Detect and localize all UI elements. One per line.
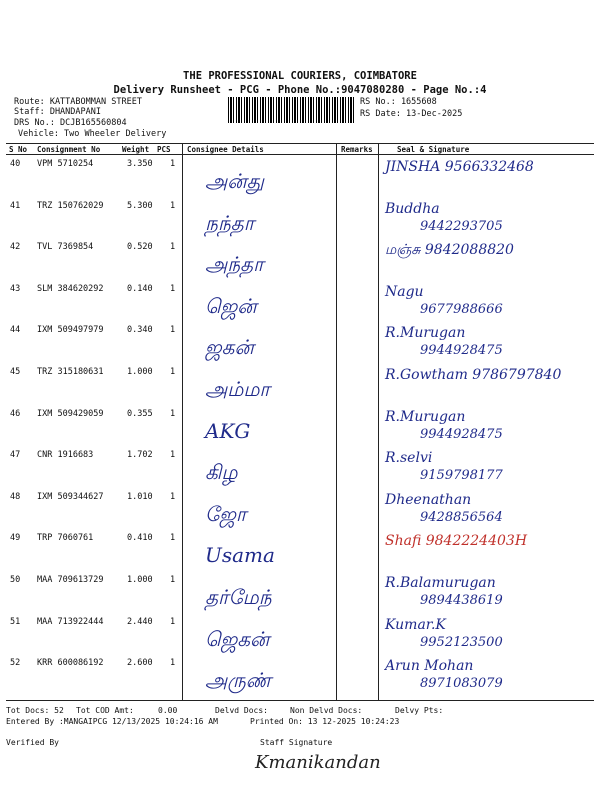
row-seal-signature: Arun Mohan — [385, 658, 474, 675]
row-seal-phone: 9944928475 — [420, 426, 503, 442]
staff-signature: Kmanikandan — [255, 752, 381, 773]
row-consignee-signature: தர்மேந் — [205, 585, 272, 609]
row-seal-phone: 9952123500 — [420, 634, 503, 650]
row-weight: 1.000 — [127, 367, 153, 377]
row-seal-phone: 9442293705 — [420, 218, 503, 234]
company-name: THE PROFESSIONAL COURIERS, COIMBATORE — [183, 70, 417, 82]
table-header-rule — [6, 154, 594, 155]
row-consignee-signature: Usama — [205, 543, 275, 568]
row-sno: 45 — [10, 367, 21, 377]
row-consignee-signature: கிழ — [205, 460, 238, 485]
table-row — [0, 323, 600, 365]
col-remarks: Remarks — [341, 145, 373, 154]
table-row — [0, 448, 600, 490]
row-sno: 43 — [10, 283, 21, 294]
col-consignee: Consignee Details — [187, 145, 264, 154]
row-weight: 0.340 — [127, 325, 153, 336]
col-weight: Weight — [122, 145, 150, 154]
row-pcs: 1 — [170, 325, 176, 336]
total-cod-value: 0.00 — [158, 706, 178, 715]
col-seal: Seal & Signature — [397, 145, 470, 154]
row-weight: 5.300 — [127, 200, 153, 211]
route: Route: KATTABOMMAN STREET — [14, 97, 142, 107]
row-consignment-no: CNR 1916683 — [37, 450, 94, 461]
row-pcs: 1 — [170, 408, 176, 419]
col-consignment: Consignment No — [37, 145, 101, 154]
row-consignment-no: IXM 509344627 — [37, 491, 104, 502]
row-weight: 1.702 — [127, 450, 153, 461]
row-seal-phone: 9677988666 — [420, 301, 503, 317]
row-weight: 2.440 — [127, 616, 153, 627]
row-sno: 47 — [10, 450, 21, 461]
row-consignment-no: SLM 384620292 — [37, 283, 104, 294]
table-row — [0, 199, 600, 241]
entered-by: Entered By :MANGAIPCG 12/13/2025 10:24:16 AM — [6, 717, 218, 726]
table-row — [0, 407, 600, 449]
staff-signature-label: Staff Signature — [260, 738, 333, 747]
row-sno: 52 — [10, 658, 21, 669]
row-pcs: 1 — [170, 616, 176, 627]
row-consignee-signature: ஜென் — [205, 293, 257, 318]
row-consignee-signature: நந்தா — [205, 210, 255, 235]
table-row — [0, 531, 600, 573]
row-seal-signature: மஞ்சு 9842088820 — [385, 242, 514, 259]
row-consignee-signature: ஜகன் — [205, 335, 254, 360]
row-consignee-signature: அந்தா — [205, 252, 264, 277]
row-seal-signature: R.Murugan — [385, 325, 466, 342]
row-consignee-signature: அன்து — [205, 169, 264, 193]
row-consignment-no: TVL 7369854 — [37, 242, 94, 253]
verified-by: Verified By — [6, 738, 59, 747]
vehicle: Vehicle: Two Wheeler Delivery — [18, 129, 167, 139]
table-row — [0, 157, 600, 199]
row-pcs: 1 — [170, 367, 176, 377]
table-row — [0, 615, 600, 657]
row-sno: 46 — [10, 408, 21, 419]
printed-on: Printed On: 13 12-2025 10:24:23 — [250, 717, 400, 726]
runsheet-title: Delivery Runsheet - PCG - Phone No.:9047080280 - Page No.:4 — [113, 84, 487, 96]
row-consignment-no: TRZ 150762029 — [37, 200, 104, 211]
row-consignment-no: TRZ 315180631 — [37, 367, 104, 377]
row-consignee-signature: AKG — [205, 418, 251, 443]
row-seal-phone: 9944928475 — [420, 343, 503, 359]
drs-number: DRS No.: DCJB165560804 — [14, 118, 127, 128]
row-sno: 51 — [10, 616, 21, 627]
row-sno: 42 — [10, 242, 21, 253]
row-pcs: 1 — [170, 283, 176, 294]
table-row — [0, 573, 600, 615]
table-row — [0, 656, 600, 698]
row-seal-signature: JINSHA 9566332468 — [385, 159, 534, 175]
row-sno: 41 — [10, 200, 21, 211]
table-row — [0, 365, 600, 407]
row-seal-phone: 9894438619 — [420, 593, 503, 608]
row-consignee-signature: ஜெகன் — [205, 626, 270, 651]
row-weight: 3.350 — [127, 159, 153, 169]
table-top-rule — [6, 143, 594, 144]
row-seal-signature: R.selvi — [385, 450, 433, 467]
row-sno: 49 — [10, 533, 21, 544]
row-consignment-no: IXM 509429059 — [37, 408, 104, 419]
table-row — [0, 240, 600, 282]
row-consignee-signature: ஜோ — [205, 501, 247, 526]
delivered-docs: Delvd Docs: — [215, 706, 268, 715]
row-consignee-signature: அம்மா — [205, 377, 270, 401]
row-pcs: 1 — [170, 491, 176, 502]
row-pcs: 1 — [170, 658, 176, 669]
row-consignee-signature: அருண் — [205, 668, 272, 693]
table-row — [0, 490, 600, 532]
row-seal-signature: Kumar.K — [385, 616, 446, 633]
row-seal-signature: Nagu — [385, 283, 424, 300]
row-weight: 0.520 — [127, 242, 153, 253]
row-pcs: 1 — [170, 533, 176, 544]
row-consignment-no: TRP 7060761 — [37, 533, 94, 544]
row-seal-signature: R.Murugan — [385, 408, 466, 425]
row-seal-signature: R.Balamurugan — [385, 575, 496, 591]
staff: Staff: DHANDAPANI — [14, 107, 101, 117]
row-consignment-no: VPM 5710254 — [37, 159, 94, 169]
total-cod-label: Tot COD Amt: — [76, 706, 134, 715]
row-sno: 40 — [10, 159, 21, 169]
row-sno: 48 — [10, 491, 21, 502]
col-pcs: PCS — [157, 145, 171, 154]
row-weight: 1.000 — [127, 575, 153, 585]
row-pcs: 1 — [170, 450, 176, 461]
delivery-points: Delvy Pts: — [395, 706, 444, 715]
non-delivered-docs: Non Delvd Docs: — [290, 706, 363, 715]
row-consignment-no: KRR 600086192 — [37, 658, 104, 669]
row-seal-signature: Buddha — [385, 200, 440, 217]
row-seal-phone: 9159798177 — [420, 468, 503, 484]
total-docs: Tot Docs: 52 — [6, 706, 64, 715]
row-pcs: 1 — [170, 242, 176, 253]
row-consignment-no: MAA 709613729 — [37, 575, 104, 585]
row-pcs: 1 — [170, 159, 176, 169]
row-consignment-no: MAA 713922444 — [37, 616, 104, 627]
row-pcs: 1 — [170, 575, 176, 585]
rs-date: RS Date: 13-Dec-2025 — [360, 109, 463, 119]
row-weight: 0.355 — [127, 408, 153, 419]
row-seal-signature: Shafi 9842224403H — [385, 533, 528, 550]
row-weight: 0.410 — [127, 533, 153, 544]
row-seal-signature: R.Gowtham 9786797840 — [385, 367, 562, 383]
row-weight: 1.010 — [127, 491, 153, 502]
table-bottom-rule — [6, 700, 594, 701]
row-consignment-no: IXM 509497979 — [37, 325, 104, 336]
row-weight: 2.600 — [127, 658, 153, 669]
col-sno: S No — [9, 145, 28, 154]
row-seal-phone: 9428856564 — [420, 509, 503, 525]
rs-number: RS No.: 1655608 — [360, 97, 437, 107]
row-weight: 0.140 — [127, 283, 153, 294]
row-seal-phone: 8971083079 — [420, 676, 503, 692]
table-row — [0, 282, 600, 324]
row-seal-signature: Dheenathan — [385, 491, 472, 508]
row-sno: 50 — [10, 575, 21, 585]
barcode — [228, 97, 356, 123]
row-sno: 44 — [10, 325, 21, 336]
row-pcs: 1 — [170, 200, 176, 211]
